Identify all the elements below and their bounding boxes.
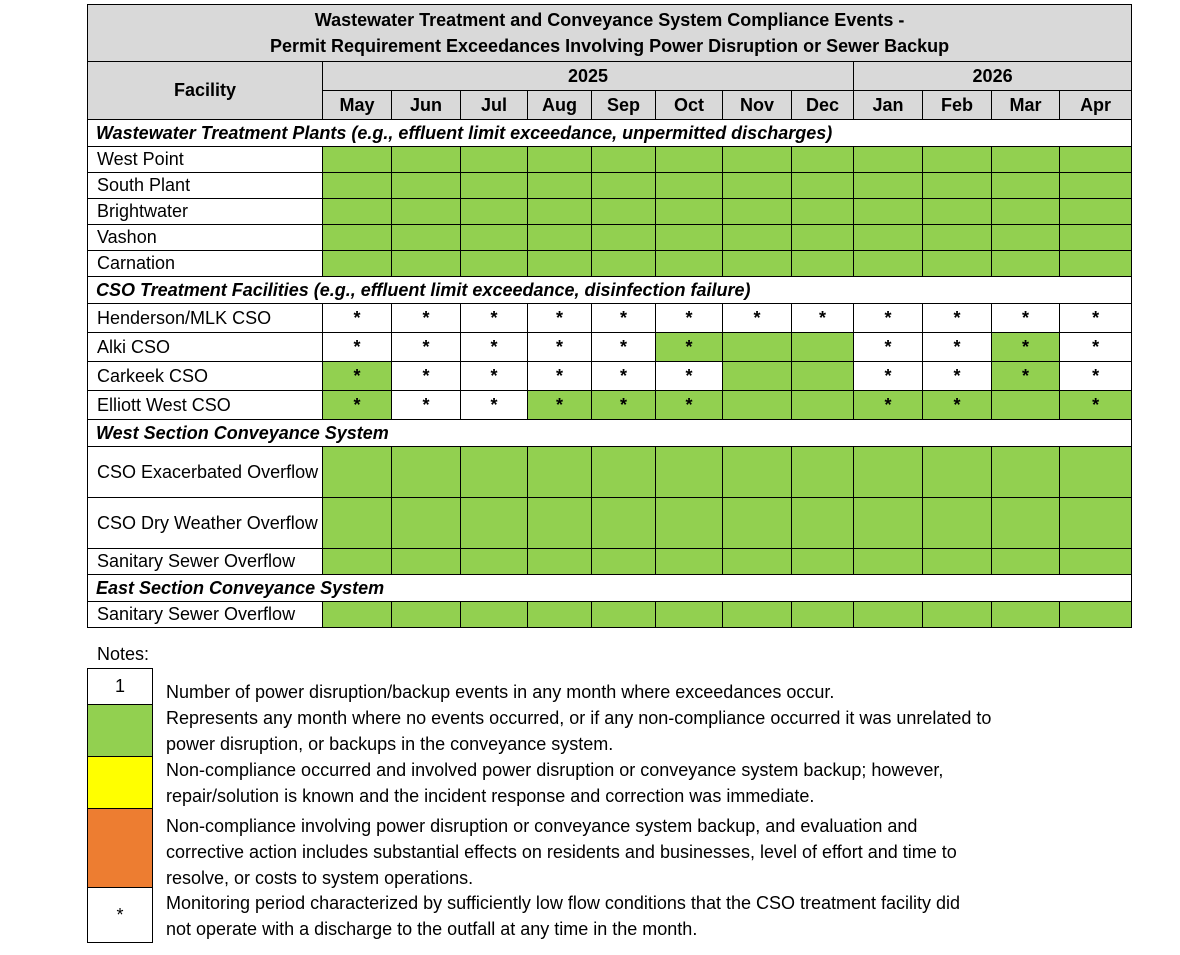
table-row: [88, 173, 1132, 199]
status-cell: *: [992, 333, 1060, 362]
status-cell: [461, 549, 528, 575]
status-cell: [323, 447, 392, 498]
status-cell: [392, 147, 461, 173]
status-cell: [923, 147, 992, 173]
status-cell: [792, 333, 854, 362]
status-cell: [528, 498, 592, 549]
status-cell: [723, 173, 792, 199]
status-cell: *: [923, 304, 992, 333]
status-cell: *: [854, 333, 923, 362]
status-cell: *: [1060, 304, 1132, 333]
status-cell: [854, 602, 923, 628]
status-cell: [792, 447, 854, 498]
facility-name: Sanitary Sewer Overflow: [88, 549, 323, 575]
status-cell: *: [323, 391, 392, 420]
status-cell: [656, 549, 723, 575]
table-row: [88, 602, 1132, 628]
legend-line: not operate with a discharge to the outfall at any time in the month.: [166, 919, 698, 939]
status-cell: [323, 199, 392, 225]
status-cell: [392, 199, 461, 225]
facility-name: CSO Dry Weather Overflow: [88, 498, 323, 549]
facility-name: CSO Exacerbated Overflow: [88, 447, 323, 498]
month-header-aug: Aug: [528, 91, 592, 120]
status-cell: [723, 199, 792, 225]
status-cell: [323, 225, 392, 251]
table-row: [88, 147, 1132, 173]
status-cell: [723, 498, 792, 549]
status-cell: [392, 498, 461, 549]
facility-name: South Plant: [88, 173, 323, 199]
status-cell: [528, 447, 592, 498]
year-header-2026: 2026: [854, 62, 1132, 91]
status-cell: [1060, 225, 1132, 251]
status-cell: [392, 173, 461, 199]
status-cell: [992, 549, 1060, 575]
month-header-mar: Mar: [992, 91, 1060, 120]
month-header-sep: Sep: [592, 91, 656, 120]
section-title: CSO Treatment Facilities (e.g., effluent limit exceedance, disinfection failure): [88, 277, 1132, 304]
status-cell: [992, 391, 1060, 420]
notes-title: Notes:: [97, 644, 150, 664]
status-cell: [592, 498, 656, 549]
status-cell: [461, 225, 528, 251]
legend-swatch-white: 1: [87, 668, 153, 705]
status-cell: [723, 147, 792, 173]
status-cell: *: [1060, 333, 1132, 362]
legend-line: Number of power disruption/backup events in any month where exceedances occur.: [166, 682, 835, 702]
section-title: West Section Conveyance System: [88, 420, 1132, 447]
status-cell: [992, 602, 1060, 628]
compliance-events-table: [87, 4, 1132, 628]
facility-name: Elliott West CSO: [88, 391, 323, 420]
legend-description: [166, 679, 1086, 705]
status-cell: *: [656, 362, 723, 391]
year-header-2025: 2025: [323, 62, 854, 91]
status-cell: [792, 498, 854, 549]
status-cell: [854, 147, 923, 173]
title-line-2: Permit Requirement Exceedances Involving Power Disruption or Sewer Backup: [269, 36, 950, 56]
status-cell: [1060, 498, 1132, 549]
status-cell: *: [656, 391, 723, 420]
table-row: [88, 549, 1132, 575]
status-cell: [992, 498, 1060, 549]
status-cell: *: [528, 304, 592, 333]
section-title: Wastewater Treatment Plants (e.g., effluent limit exceedance, unpermitted discharges): [88, 120, 1132, 147]
legend-line: Non-compliance occurred and involved power disruption or conveyance system backup; however,: [166, 760, 944, 780]
status-cell: [1060, 199, 1132, 225]
status-cell: *: [854, 362, 923, 391]
status-cell: [723, 602, 792, 628]
status-cell: [528, 173, 592, 199]
status-cell: *: [923, 362, 992, 391]
status-cell: [392, 602, 461, 628]
status-cell: [923, 225, 992, 251]
legend-line: power disruption, or backups in the conveyance system.: [166, 734, 614, 754]
status-cell: [392, 549, 461, 575]
status-cell: [1060, 251, 1132, 277]
table-row: [88, 391, 1132, 420]
status-cell: [392, 447, 461, 498]
table-row: [88, 362, 1132, 391]
status-cell: [323, 602, 392, 628]
legend-description: [166, 757, 1086, 809]
status-cell: [723, 251, 792, 277]
month-header-apr: Apr: [1060, 91, 1132, 120]
month-header-dec: Dec: [792, 91, 854, 120]
status-cell: [528, 549, 592, 575]
status-cell: [792, 199, 854, 225]
facility-name: Carkeek CSO: [88, 362, 323, 391]
status-cell: *: [528, 333, 592, 362]
status-cell: [592, 549, 656, 575]
legend-line: repair/solution is known and the incident response and correction was immediate.: [166, 786, 815, 806]
legend-line: Represents any month where no events occurred, or if any non-compliance occurred it was unrelated to: [166, 708, 992, 728]
table-row: [88, 225, 1132, 251]
status-cell: [592, 147, 656, 173]
status-cell: *: [992, 362, 1060, 391]
status-cell: *: [592, 304, 656, 333]
status-cell: [592, 173, 656, 199]
status-cell: [1060, 549, 1132, 575]
legend-swatch-orange: [87, 809, 153, 888]
status-cell: [723, 549, 792, 575]
section-row: [88, 277, 1132, 304]
facility-name: Henderson/MLK CSO: [88, 304, 323, 333]
status-cell: [992, 173, 1060, 199]
legend-line: Non-compliance involving power disruption or conveyance system backup, and evaluation and: [166, 816, 918, 836]
status-cell: *: [1060, 391, 1132, 420]
status-cell: *: [392, 333, 461, 362]
legend-line: resolve, or costs to system operations.: [166, 868, 474, 888]
status-cell: *: [392, 304, 461, 333]
status-cell: [923, 447, 992, 498]
status-cell: [528, 199, 592, 225]
status-cell: [792, 602, 854, 628]
status-cell: [528, 147, 592, 173]
status-cell: [923, 549, 992, 575]
facility-name: Sanitary Sewer Overflow: [88, 602, 323, 628]
status-cell: *: [792, 304, 854, 333]
status-cell: *: [392, 391, 461, 420]
status-cell: [1060, 173, 1132, 199]
status-cell: [854, 173, 923, 199]
status-cell: *: [592, 391, 656, 420]
status-cell: [323, 147, 392, 173]
facility-name: West Point: [88, 147, 323, 173]
status-cell: [592, 225, 656, 251]
status-cell: [723, 362, 792, 391]
status-cell: *: [323, 304, 392, 333]
status-cell: [1060, 147, 1132, 173]
status-cell: [656, 251, 723, 277]
status-cell: [854, 225, 923, 251]
table-header: [88, 5, 1132, 120]
status-cell: [992, 147, 1060, 173]
status-cell: [792, 225, 854, 251]
status-cell: [461, 147, 528, 173]
month-header-jan: Jan: [854, 91, 923, 120]
status-cell: [392, 251, 461, 277]
status-cell: [392, 225, 461, 251]
status-cell: *: [656, 304, 723, 333]
section-row: [88, 120, 1132, 147]
table-row: [88, 199, 1132, 225]
legend-swatch-yellow: [87, 757, 153, 809]
status-cell: [656, 173, 723, 199]
month-header-jun: Jun: [392, 91, 461, 120]
table-row: [88, 333, 1132, 362]
table-row: [88, 498, 1132, 549]
table-row: [88, 251, 1132, 277]
status-cell: [323, 549, 392, 575]
facility-name: Carnation: [88, 251, 323, 277]
status-cell: [923, 199, 992, 225]
status-cell: [592, 199, 656, 225]
status-cell: [461, 251, 528, 277]
year-header-row: [88, 62, 1132, 91]
status-cell: *: [1060, 362, 1132, 391]
status-cell: [923, 173, 992, 199]
legend-swatch-white: *: [87, 888, 153, 943]
status-cell: [1060, 602, 1132, 628]
status-cell: *: [854, 304, 923, 333]
status-cell: *: [723, 304, 792, 333]
status-cell: [323, 498, 392, 549]
table-row: [88, 304, 1132, 333]
status-cell: *: [528, 362, 592, 391]
status-cell: *: [923, 333, 992, 362]
facility-name: Alki CSO: [88, 333, 323, 362]
legend-line: Monitoring period characterized by sufficiently low flow conditions that the CSO treatment facility did: [166, 893, 961, 913]
section-row: [88, 420, 1132, 447]
section-row: [88, 575, 1132, 602]
status-cell: *: [461, 391, 528, 420]
status-cell: [656, 498, 723, 549]
table-title: [88, 5, 1132, 62]
status-cell: *: [992, 304, 1060, 333]
status-cell: *: [392, 362, 461, 391]
status-cell: [792, 362, 854, 391]
status-cell: *: [854, 391, 923, 420]
status-cell: [992, 251, 1060, 277]
status-cell: [656, 147, 723, 173]
status-cell: [592, 447, 656, 498]
status-cell: [723, 333, 792, 362]
status-cell: [461, 447, 528, 498]
status-cell: [461, 498, 528, 549]
status-cell: *: [656, 333, 723, 362]
status-cell: [923, 498, 992, 549]
month-header-jul: Jul: [461, 91, 528, 120]
status-cell: [656, 602, 723, 628]
legend-description: [166, 813, 1086, 891]
status-cell: *: [592, 362, 656, 391]
legend-line: corrective action includes substantial effects on residents and businesses, level of effort and time to: [166, 842, 957, 862]
month-header-oct: Oct: [656, 91, 723, 120]
status-cell: [656, 199, 723, 225]
status-cell: [792, 391, 854, 420]
status-cell: *: [461, 304, 528, 333]
status-cell: [723, 447, 792, 498]
status-cell: [854, 199, 923, 225]
status-cell: [528, 602, 592, 628]
status-cell: [992, 447, 1060, 498]
table-row: [88, 447, 1132, 498]
status-cell: *: [461, 333, 528, 362]
status-cell: [723, 225, 792, 251]
status-cell: *: [528, 391, 592, 420]
status-cell: [656, 447, 723, 498]
status-cell: [792, 549, 854, 575]
status-cell: [656, 225, 723, 251]
status-cell: [323, 173, 392, 199]
status-cell: [792, 251, 854, 277]
status-cell: [992, 199, 1060, 225]
month-header-may: May: [323, 91, 392, 120]
status-cell: [528, 251, 592, 277]
status-cell: [854, 447, 923, 498]
status-cell: [1060, 447, 1132, 498]
status-cell: *: [323, 362, 392, 391]
status-cell: [792, 173, 854, 199]
status-cell: *: [461, 362, 528, 391]
status-cell: [323, 251, 392, 277]
status-cell: [854, 498, 923, 549]
legend-description: [166, 890, 1086, 942]
table-body: [88, 120, 1132, 628]
status-cell: [592, 602, 656, 628]
status-cell: [792, 147, 854, 173]
status-cell: [854, 251, 923, 277]
facility-name: Brightwater: [88, 199, 323, 225]
status-cell: *: [323, 333, 392, 362]
status-cell: *: [923, 391, 992, 420]
status-cell: [923, 602, 992, 628]
facility-header: Facility: [88, 62, 323, 120]
status-cell: [854, 549, 923, 575]
status-cell: [723, 391, 792, 420]
facility-name: Vashon: [88, 225, 323, 251]
status-cell: [592, 251, 656, 277]
legend-description: [166, 705, 1086, 757]
status-cell: [992, 225, 1060, 251]
status-cell: [461, 173, 528, 199]
status-cell: [923, 251, 992, 277]
status-cell: *: [592, 333, 656, 362]
month-header-nov: Nov: [723, 91, 792, 120]
month-header-feb: Feb: [923, 91, 992, 120]
status-cell: [461, 199, 528, 225]
title-line-1: Wastewater Treatment and Conveyance System Compliance Events -: [314, 10, 905, 30]
status-cell: [461, 602, 528, 628]
legend-swatch-green: [87, 705, 153, 757]
section-title: East Section Conveyance System: [88, 575, 1132, 602]
status-cell: [528, 225, 592, 251]
